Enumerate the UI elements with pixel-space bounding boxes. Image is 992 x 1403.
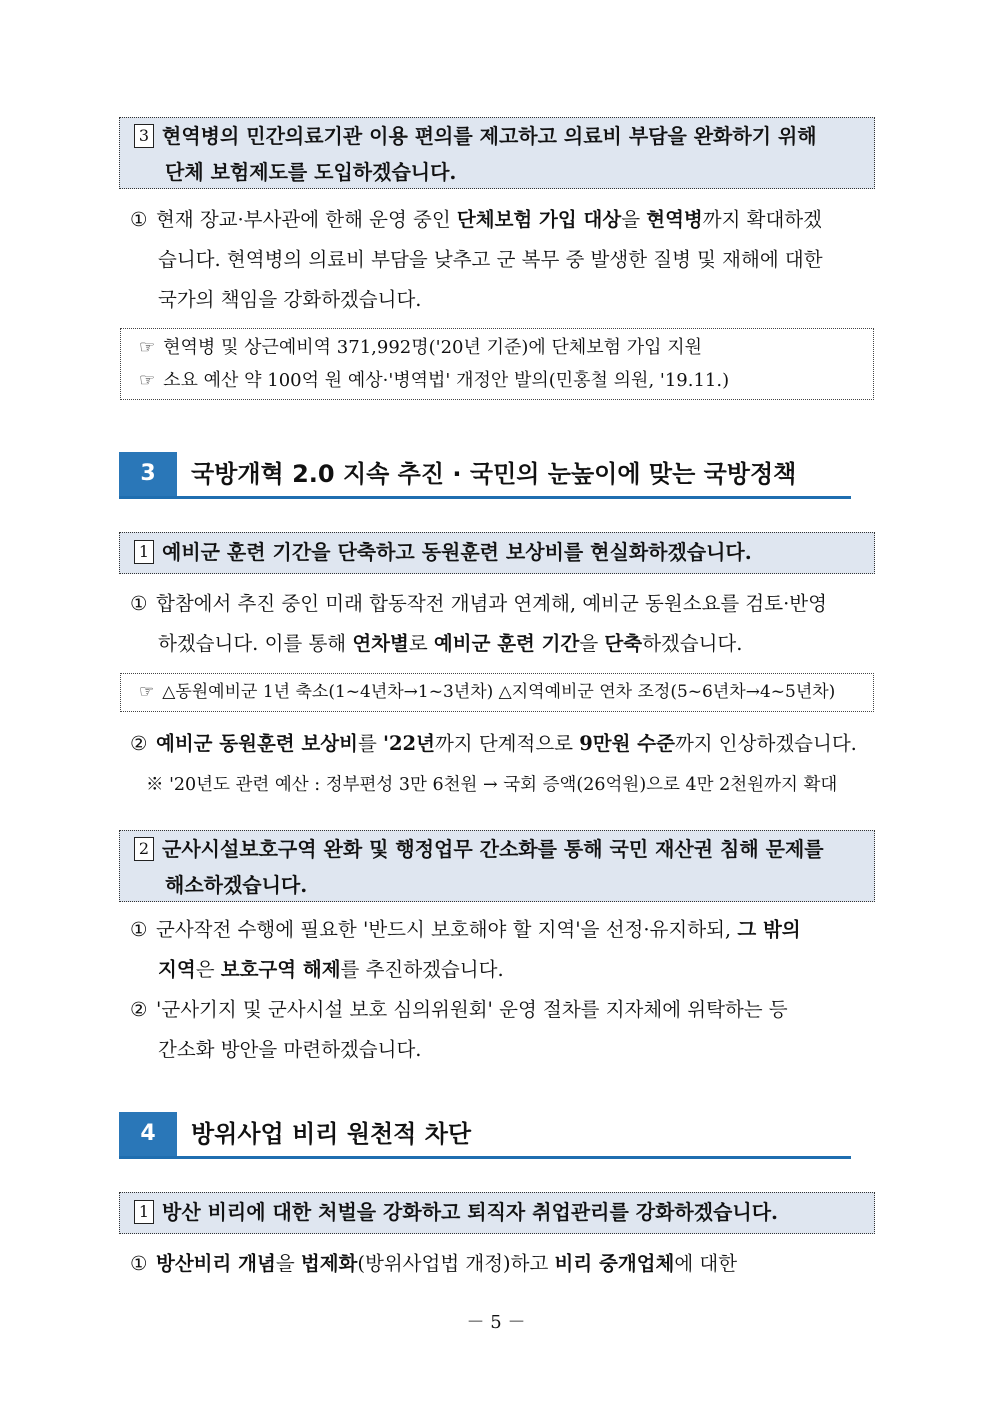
heading-text: 방산 비리에 대한 처벌을 강화하고 퇴직자 취업관리를 강화하겠습니다. <box>162 1200 778 1224</box>
pointing-hand-icon: ☞ <box>139 682 155 702</box>
heading-text: 해소하겠습니다. <box>165 873 308 897</box>
circled-marker: ① <box>130 592 148 615</box>
text: '군사기지 및 군사시설 보호 심의위원회' 운영 절차를 지자체에 위탁하는 등 <box>156 998 788 1021</box>
note-box-reserve <box>120 673 874 712</box>
paragraph-defense-corruption <box>130 1244 875 1284</box>
heading-box-insurance <box>119 117 875 189</box>
section-title: 국방개혁 2.0 지속 추진 · 국민의 눈높이에 맞는 국방정책 <box>191 460 797 488</box>
text: 까지 단계적으로 <box>434 732 580 755</box>
item-number: 1 <box>134 540 154 564</box>
text-bold: '22년 <box>383 732 435 755</box>
circled-marker: ① <box>130 208 148 231</box>
heading-box-protection-zone <box>119 830 875 902</box>
section-header-3 <box>119 452 851 499</box>
heading-text: 단체 보험제도를 도입하겠습니다. <box>165 160 457 184</box>
text-bold: 보호구역 해제 <box>220 958 341 981</box>
pointing-hand-icon: ☞ <box>139 337 156 358</box>
heading-text: 군사시설보호구역 완화 및 행정업무 간소화를 통해 국민 재산권 침해 문제를 <box>162 837 824 861</box>
section-number-badge: 3 <box>119 452 177 496</box>
text-bold: 그 밖의 <box>737 918 801 941</box>
paragraph-reserve-compensation <box>130 724 875 764</box>
text-bold: 법제화 <box>300 1252 358 1275</box>
reference-note: ※ '20년도 관련 예산 : 정부편성 3만 6천원 → 국회 증액(26억원)으로 4만 2천원까지 확대 <box>146 775 838 795</box>
item-number: 3 <box>134 124 154 148</box>
text: 을 <box>275 1252 301 1275</box>
heading-text: 예비군 훈련 기간을 단축하고 동원훈련 보상비를 현실화하겠습니다. <box>162 540 752 564</box>
text: 로 <box>408 632 434 655</box>
text: 습니다. 현역병의 의료비 부담을 낮추고 군 복무 중 발생한 질병 및 재해에 대한 <box>158 248 823 271</box>
text-bold: 예비군 훈련 기간 <box>433 632 580 655</box>
circled-marker: ① <box>130 1252 148 1275</box>
text: 현재 장교·부사관에 한해 운영 중인 <box>156 208 457 231</box>
note-text: △동원예비군 1년 축소(1~4년차→1~3년차) △지역예비군 연차 조정(5~6년차→4~5년차) <box>162 682 836 702</box>
heading-text: 현역병의 민간의료기관 이용 편의를 제고하고 의료비 부담을 완화하기 위해 <box>162 124 817 148</box>
paragraph-protection-zone <box>130 910 875 1070</box>
text: 하겠습니다. <box>642 632 743 655</box>
circled-marker: ② <box>130 732 148 755</box>
note-text: 소요 예산 약 100억 원 예상·'병역법' 개정안 발의(민홍철 의원, '19.11.) <box>163 370 730 391</box>
note-box-insurance <box>120 328 874 400</box>
text: 까지 인상하겠습니다. <box>674 732 857 755</box>
text: 국가의 책임을 강화하겠습니다. <box>158 288 422 311</box>
text: 에 대한 <box>674 1252 738 1275</box>
text-bold: 비리 중개업체 <box>554 1252 675 1275</box>
paragraph-insurance <box>130 200 875 320</box>
text: 은 <box>195 958 221 981</box>
page-number: － 5 － <box>466 1312 526 1333</box>
item-number: 2 <box>134 837 154 861</box>
section-header-4 <box>119 1112 851 1159</box>
pointing-hand-icon: ☞ <box>139 370 156 391</box>
text-bold: 방산비리 개념 <box>156 1252 276 1275</box>
heading-box-reserve <box>119 532 875 574</box>
text: 를 <box>357 732 383 755</box>
text-bold: 9만원 수준 <box>579 732 675 755</box>
text: (방위사업법 개정)하고 <box>357 1252 555 1275</box>
text: 을 <box>621 208 647 231</box>
text-bold: 연차별 <box>352 632 409 655</box>
text-bold: 예비군 동원훈련 보상비 <box>156 732 358 755</box>
text-bold: 지역 <box>158 958 196 981</box>
item-number: 1 <box>134 1200 154 1224</box>
section-title: 방위사업 비리 원천적 차단 <box>191 1120 472 1148</box>
heading-box-defense-corruption <box>119 1192 875 1234</box>
section-number-badge: 4 <box>119 1112 177 1156</box>
text: 까지 확대하겠 <box>702 208 822 231</box>
text: 합참에서 추진 중인 미래 합동작전 개념과 연계해, 예비군 동원소요를 검토·반영 <box>156 592 827 615</box>
text: 간소화 방안을 마련하겠습니다. <box>158 1038 422 1061</box>
note-text: 현역병 및 상근예비역 371,992명('20년 기준)에 단체보험 가입 지원 <box>163 337 703 358</box>
text-bold: 단체보험 가입 대상 <box>456 208 622 231</box>
text-bold: 현역병 <box>646 208 703 231</box>
text: 군사작전 수행에 필요한 '반드시 보호해야 할 지역'을 선정·유지하되, <box>156 918 738 941</box>
text: 를 추진하겠습니다. <box>340 958 504 981</box>
text: 을 <box>579 632 605 655</box>
paragraph-reserve-period <box>130 584 875 664</box>
circled-marker: ① <box>130 918 148 941</box>
text: 하겠습니다. 이를 통해 <box>158 632 353 655</box>
text-bold: 단축 <box>604 632 643 655</box>
circled-marker: ② <box>130 998 148 1021</box>
